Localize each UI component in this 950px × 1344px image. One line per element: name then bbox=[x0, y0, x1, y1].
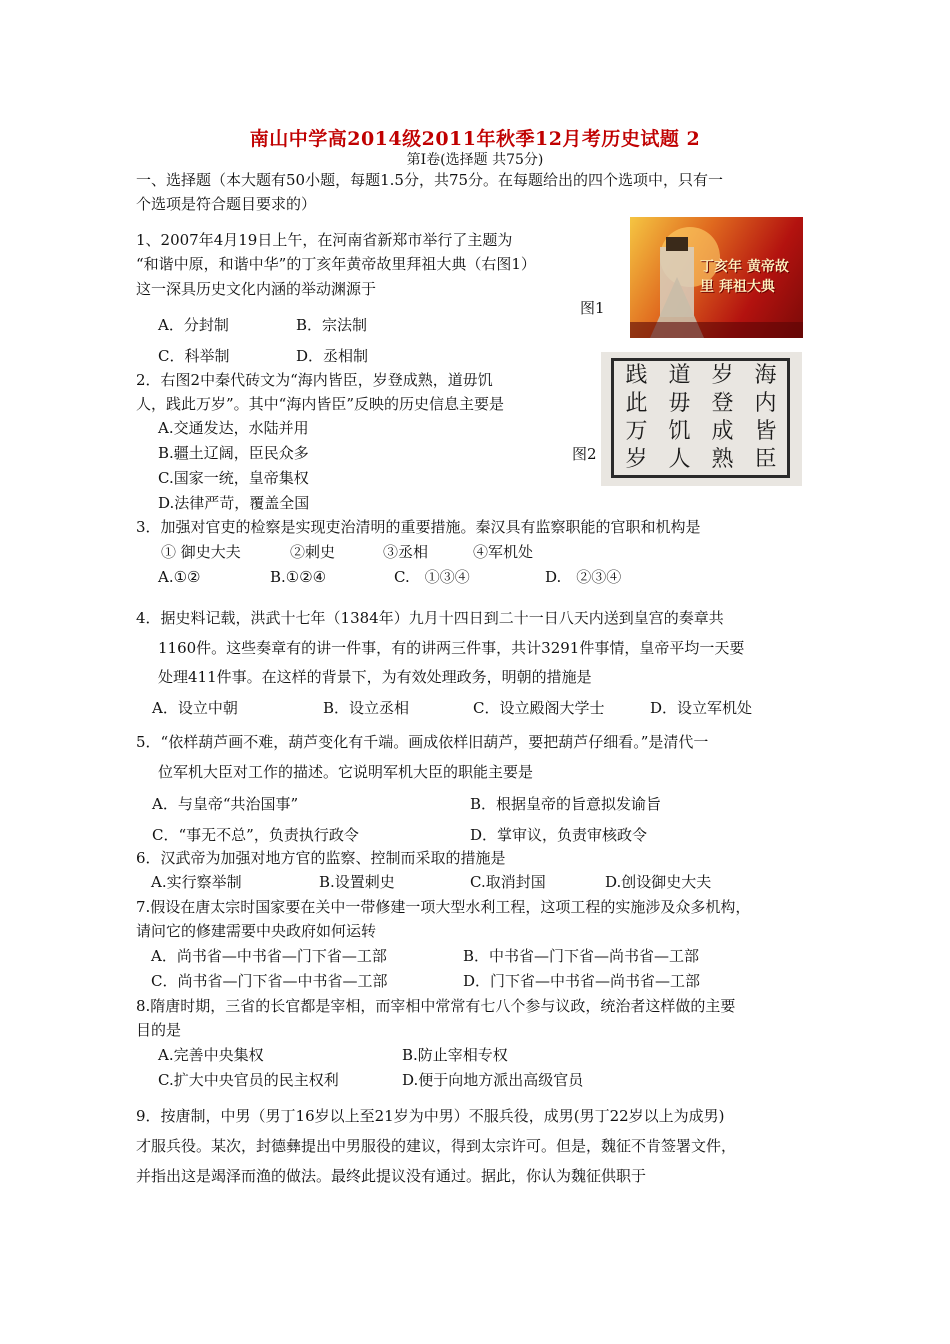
fig2-label: 图2 bbox=[572, 445, 597, 463]
q4-line-2: 1160件。这些奏章有的讲一件事，有的讲两三件事，共计3291件事情，皇帝平均一天要 bbox=[158, 639, 745, 657]
q8-option-d: D.便于向地方派出高级官员 bbox=[402, 1071, 584, 1089]
q2-option-b: B.疆土辽阔，臣民众多 bbox=[158, 444, 309, 462]
q6-option-b: B.设置刺史 bbox=[319, 873, 395, 891]
q8-option-b: B.防止宰相专权 bbox=[402, 1046, 508, 1064]
q3-line: 3．加强对官吏的检察是实现吏治清明的重要措施。秦汉具有监察职能的官职和机构是 bbox=[136, 518, 701, 536]
brick-char: 此 bbox=[625, 391, 648, 416]
q3-item-1: ① 御史大夫 bbox=[161, 543, 241, 561]
q7-option-b: B．中书省—门下省—尚书省—工部 bbox=[463, 947, 700, 965]
q7-option-c: C．尚书省—门下省—中书省—工部 bbox=[151, 972, 388, 990]
q6-option-a: A.实行察举制 bbox=[151, 873, 242, 891]
q3-option-b: B.①②④ bbox=[270, 568, 327, 586]
q1-option-c: C．科举制 bbox=[158, 347, 230, 365]
q5-option-c: C．“事无不总”，负责执行政令 bbox=[152, 826, 359, 844]
q2-option-c: C.国家一统，皇帝集权 bbox=[158, 469, 309, 487]
brick-char: 践 bbox=[625, 363, 648, 388]
brick-char: 登 bbox=[711, 391, 734, 416]
intro-line-2: 个选项是符合题目要求的） bbox=[136, 195, 317, 213]
q6-line: 6．汉武帝为加强对地方官的监察、控制而采取的措施是 bbox=[136, 849, 506, 867]
q1-option-d: D．丞相制 bbox=[296, 347, 369, 365]
brick-char: 内 bbox=[754, 391, 777, 416]
q5-option-d: D．掌审议，负责审核政令 bbox=[470, 826, 648, 844]
q3-item-3: ③丞相 bbox=[383, 543, 429, 561]
q8-option-a: A.完善中央集权 bbox=[158, 1046, 264, 1064]
q2-option-a: A.交通发达，水陆并用 bbox=[158, 419, 309, 437]
q2-line-1: 2．右图2中秦代砖文为“海内皆臣，岁登成熟，道毋饥 bbox=[136, 371, 493, 389]
q3-option-a: A.①② bbox=[158, 568, 201, 586]
q3-option-d: D. ②③④ bbox=[545, 568, 622, 586]
q9-line-1: 9．按唐制，中男（男丁16岁以上至21岁为中男）不服兵役，成男(男丁22岁以上为成男) bbox=[136, 1107, 725, 1125]
brick-char: 岁 bbox=[711, 363, 734, 388]
q7-line-2: 请问它的修建需要中央政府如何运转 bbox=[136, 922, 377, 940]
brick-char: 熟 bbox=[711, 447, 734, 472]
intro-line-1: 一、选择题（本大题有50小题，每题1.5分，共75分。在每题给出的四个选项中，只有一 bbox=[136, 171, 724, 189]
fig1-label: 图1 bbox=[580, 299, 605, 317]
q1-option-b: B．宗法制 bbox=[296, 316, 368, 334]
brick-char: 岁 bbox=[625, 447, 648, 472]
q5-line-1: 5．“依样葫芦画不难，葫芦变化有千端。画成依样旧葫芦，要把葫芦仔细看。”是清代一 bbox=[136, 733, 709, 751]
figure-2-qin-brick-inscription bbox=[601, 352, 802, 486]
brick-char: 皆 bbox=[754, 419, 777, 444]
q1-option-a: A．分封制 bbox=[158, 316, 229, 334]
figure-2-brick-grid bbox=[615, 362, 787, 474]
q5-option-b: B．根据皇帝的旨意拟发谕旨 bbox=[470, 795, 662, 813]
q2-line-2: 人，践此万岁”。其中“海内皆臣”反映的历史信息主要是 bbox=[136, 395, 505, 413]
q1-line-3: 这一深具历史文化内涵的举动渊源于 bbox=[136, 280, 377, 298]
figure-1-caption-art: 丁亥年 黄帝故里 拜祖大典 bbox=[700, 259, 789, 295]
q3-item-2: ②刺史 bbox=[290, 543, 336, 561]
q3-option-c: C. ①③④ bbox=[394, 568, 470, 586]
brick-char: 毋 bbox=[668, 391, 691, 416]
q3-item-4: ④军机处 bbox=[473, 543, 534, 561]
q5-option-a: A．与皇帝“共治国事” bbox=[152, 795, 299, 813]
brick-char: 臣 bbox=[754, 447, 777, 472]
q8-option-c: C.扩大中央官员的民主权利 bbox=[158, 1071, 339, 1089]
q7-option-d: D．门下省—中书省—尚书省—工部 bbox=[463, 972, 701, 990]
q4-line-3: 处理411件事。在这样的背景下，为有效处理政务，明朝的措施是 bbox=[158, 668, 592, 686]
page-title: 南山中学高2014级2011年秋季12月考历史试题 2 bbox=[249, 128, 701, 150]
brick-char: 海 bbox=[754, 363, 777, 388]
q6-option-c: C.取消封国 bbox=[470, 873, 546, 891]
q4-option-c: C．设立殿阁大学士 bbox=[473, 699, 605, 717]
figure-1-ceremony-image bbox=[630, 217, 803, 338]
q9-line-3: 并指出这是竭泽而渔的做法。最终此提议没有通过。据此，你认为魏征供职于 bbox=[136, 1167, 647, 1185]
q4-option-a: A．设立中朝 bbox=[152, 699, 238, 717]
brick-char: 饥 bbox=[668, 419, 691, 444]
brick-char: 成 bbox=[711, 419, 734, 444]
q6-option-d: D.创设御史大夫 bbox=[605, 873, 712, 891]
q4-option-d: D．设立军机处 bbox=[650, 699, 753, 717]
q7-line-1: 7.假设在唐太宗时国家要在关中一带修建一项大型水利工程，这项工程的实施涉及众多机构， bbox=[136, 898, 751, 916]
section-subtitle: 第Ⅰ卷(选择题 共75分) bbox=[406, 152, 544, 168]
q2-option-d: D.法律严苛，覆盖全国 bbox=[158, 494, 310, 512]
q8-line-1: 8.隋唐时期，三省的长官都是宰相，而宰相中常常有七八个参与议政，统治者这样做的主要 bbox=[136, 997, 736, 1015]
q1-line-2: “和谐中原，和谐中华”的丁亥年黄帝故里拜祖大典（右图1） bbox=[136, 255, 536, 273]
brick-char: 万 bbox=[625, 419, 648, 444]
q8-line-2: 目的是 bbox=[136, 1021, 182, 1039]
q4-option-b: B．设立丞相 bbox=[323, 699, 410, 717]
brick-char: 道 bbox=[668, 363, 691, 388]
q4-line-1: 4．据史料记载，洪武十七年（1384年）九月十四日到二十一日八天内送到皇宫的奏章共 bbox=[136, 609, 724, 627]
brick-char: 人 bbox=[668, 447, 691, 472]
q7-option-a: A．尚书省—中书省—门下省—工部 bbox=[151, 947, 387, 965]
q9-line-2: 才服兵役。某次，封德彝提出中男服役的建议，得到太宗许可。但是，魏征不肯签署文件， bbox=[136, 1137, 737, 1155]
q5-line-2: 位军机大臣对工作的描述。它说明军机大臣的职能主要是 bbox=[158, 763, 534, 781]
q1-line-1: 1、2007年4月19日上午，在河南省新郑市举行了主题为 bbox=[136, 231, 513, 249]
